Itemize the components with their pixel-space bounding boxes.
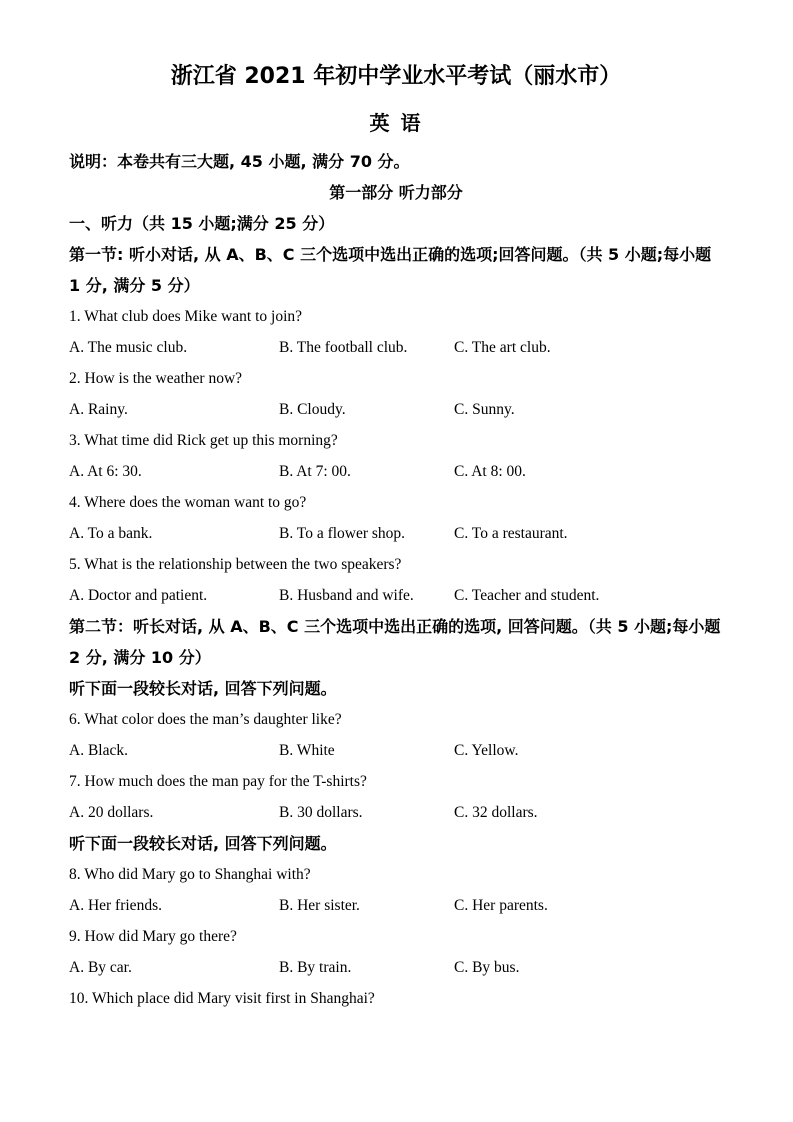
question-9-option-b: B. By train. bbox=[279, 959, 352, 976]
question-10 bbox=[69, 983, 723, 1014]
question-7-options bbox=[69, 797, 723, 828]
question-8-option-a: A. Her friends. bbox=[69, 897, 162, 914]
dialog-intro-1: 听下面一段较长对话, 回答下列问题。 bbox=[69, 679, 337, 698]
question-5-text: 5. What is the relationship between the two speakers? bbox=[69, 556, 402, 573]
question-8-text: 8. Who did Mary go to Shanghai with? bbox=[69, 866, 311, 883]
question-2-text: 2. How is the weather now? bbox=[69, 370, 243, 387]
question-4-option-a: A. To a bank. bbox=[69, 525, 153, 542]
question-4-option-b: B. To a flower shop. bbox=[279, 525, 406, 542]
question-9-option-c: C. By bus. bbox=[454, 959, 520, 976]
question-6 bbox=[69, 704, 723, 766]
question-9-option-a: A. By car. bbox=[69, 959, 132, 976]
question-5-option-b: B. Husband and wife. bbox=[279, 587, 414, 604]
question-5 bbox=[69, 549, 723, 611]
question-8 bbox=[69, 859, 723, 921]
part-heading: 第一部分 听力部分 bbox=[329, 183, 463, 202]
dialog-intro-2: 听下面一段较长对话, 回答下列问题。 bbox=[69, 834, 337, 853]
question-9-text: 9. How did Mary go there? bbox=[69, 928, 237, 945]
section1-instruction: 第一节: 听小对话, 从 A、B、C 三个选项中选出正确的选项;回答问题。（共 5 小题;每小题 1 分, 满分 5 分） bbox=[69, 245, 712, 295]
question-8-option-c: C. Her parents. bbox=[454, 897, 548, 914]
question-2-option-c: C. Sunny. bbox=[454, 401, 515, 418]
question-3-text: 3. What time did Rick get up this morning? bbox=[69, 432, 338, 449]
question-1 bbox=[69, 301, 723, 363]
question-6-text: 6. What color does the man’s daughter like? bbox=[69, 711, 342, 728]
question-9-options bbox=[69, 952, 723, 983]
question-5-option-a: A. Doctor and patient. bbox=[69, 587, 208, 604]
question-9 bbox=[69, 921, 723, 983]
question-3 bbox=[69, 425, 723, 487]
question-10-text: 10. Which place did Mary visit first in Shanghai? bbox=[69, 990, 375, 1007]
question-4-text: 4. Where does the woman want to go? bbox=[69, 494, 307, 511]
question-6-option-b: B. White bbox=[279, 742, 335, 759]
question-7 bbox=[69, 766, 723, 828]
question-2-options bbox=[69, 394, 723, 425]
question-7-option-b: B. 30 dollars. bbox=[279, 804, 363, 821]
question-2-option-b: B. Cloudy. bbox=[279, 401, 346, 418]
question-2-option-a: A. Rainy. bbox=[69, 401, 128, 418]
exam-subject: 英 语 bbox=[369, 111, 423, 135]
question-7-text: 7. How much does the man pay for the T-shirts? bbox=[69, 773, 367, 790]
exam-note: 说明：本卷共有三大题, 45 小题, 满分 70 分。 bbox=[69, 152, 410, 171]
question-7-option-c: C. 32 dollars. bbox=[454, 804, 538, 821]
question-1-text: 1. What club does Mike want to join? bbox=[69, 308, 303, 325]
section2-instruction: 第二节：听长对话, 从 A、B、C 三个选项中选出正确的选项, 回答问题。（共 5 小题;每小题 2 分, 满分 10 分） bbox=[69, 617, 721, 667]
question-1-option-c: C. The art club. bbox=[454, 339, 551, 356]
question-5-options bbox=[69, 580, 723, 611]
question-4 bbox=[69, 487, 723, 549]
question-6-options bbox=[69, 735, 723, 766]
question-6-option-c: C. Yellow. bbox=[454, 742, 519, 759]
question-3-option-b: B. At 7: 00. bbox=[279, 463, 351, 480]
question-1-option-a: A. The music club. bbox=[69, 339, 188, 356]
question-7-option-a: A. 20 dollars. bbox=[69, 804, 154, 821]
question-4-option-c: C. To a restaurant. bbox=[454, 525, 568, 542]
question-3-option-c: C. At 8: 00. bbox=[454, 463, 526, 480]
question-5-option-c: C. Teacher and student. bbox=[454, 587, 600, 604]
question-2 bbox=[69, 363, 723, 425]
question-8-option-b: B. Her sister. bbox=[279, 897, 360, 914]
question-1-options bbox=[69, 332, 723, 363]
question-8-options bbox=[69, 890, 723, 921]
question-3-option-a: A. At 6: 30. bbox=[69, 463, 142, 480]
listening-section-heading: 一、听力（共 15 小题;满分 25 分） bbox=[69, 214, 335, 233]
question-6-option-a: A. Black. bbox=[69, 742, 128, 759]
question-4-options bbox=[69, 518, 723, 549]
exam-title: 浙江省 2021 年初中学业水平考试（丽水市） bbox=[170, 64, 622, 89]
question-1-option-b: B. The football club. bbox=[279, 339, 408, 356]
question-3-options bbox=[69, 456, 723, 487]
